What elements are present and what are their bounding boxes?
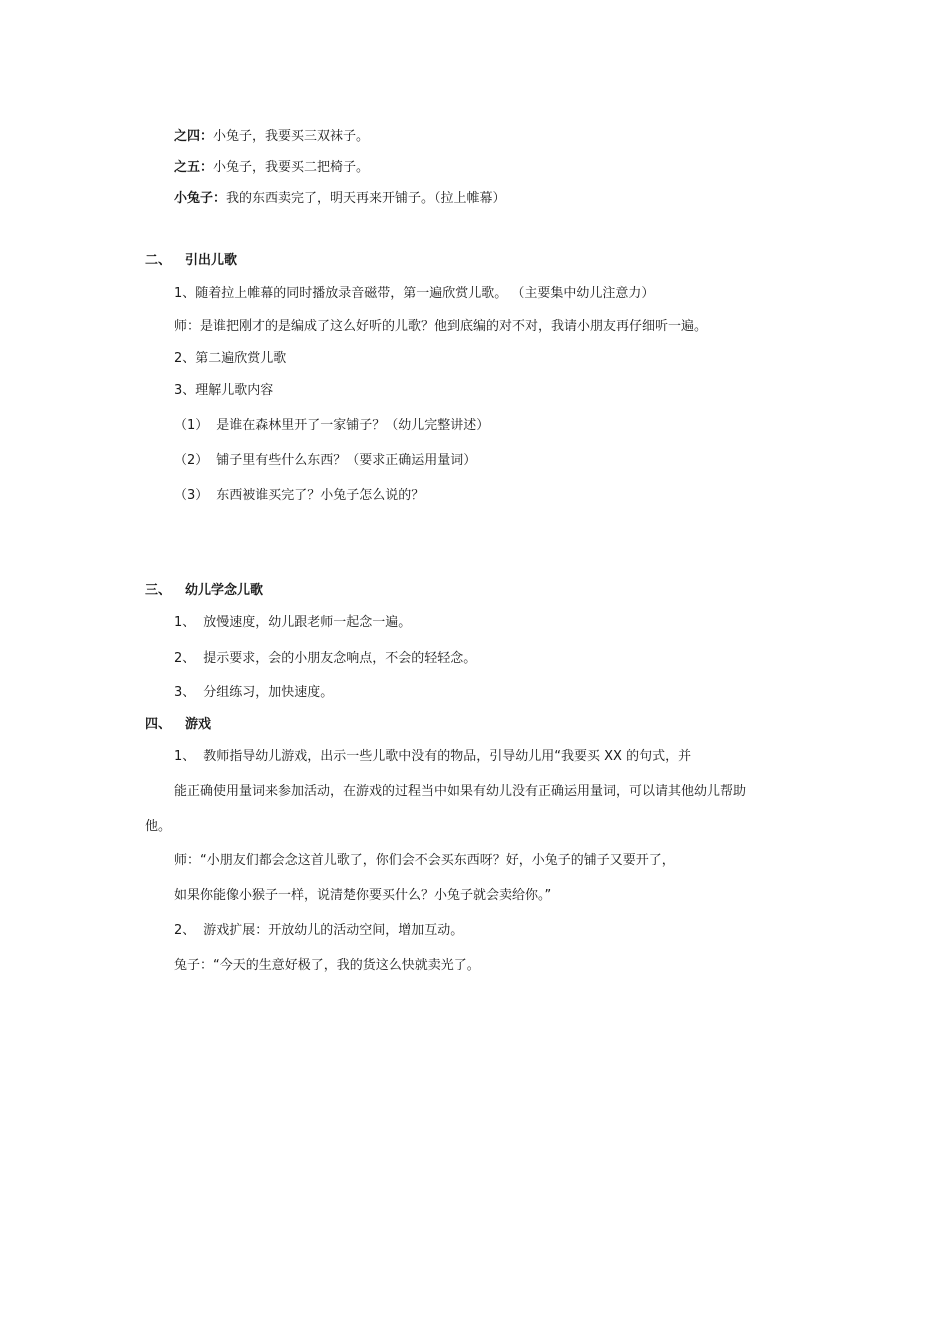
section-3-item-2 [174,650,476,668]
section-3-item-3 [174,684,333,702]
dialogue-text: 小兔子，我要买二把椅子。 [213,160,370,175]
sub-item-number: （1） [174,418,209,433]
item-number: 2、 [174,923,196,938]
section-4-heading [145,716,211,734]
section-number: 四、 [145,717,172,732]
section-2-item-2: 2、第二遍欣赏儿歌 [174,351,287,366]
item-number: 2、 [174,651,196,666]
sub-item-number: （3） [174,488,209,503]
dialogue-text: 小兔子，我要买三双袜子。 [213,129,370,144]
item-text: 教师指导幼儿游戏，出示一些儿歌中没有的物品，引导幼儿用“我要买 XX 的句式，并 [203,749,692,764]
section-4-item-1-line-3: 他。 [145,819,172,834]
item-number: 3、 [174,685,196,700]
section-2-heading [145,252,237,270]
sub-item-text: 东西被谁买完了？小兔子怎么说的？ [216,488,425,503]
item-text: 游戏扩展：开放幼儿的活动空间，增加互动。 [203,923,464,938]
dialogue-line-4 [174,128,369,146]
section-2-teacher-line: 师：是谁把刚才的是编成了这么好听的儿歌？他到底编的对不对，我请小朋友再仔细听一遍。 [174,319,708,334]
speaker-label: 之五： [174,160,214,175]
section-title: 游戏 [185,717,212,732]
section-4-rabbit-line: 兔子：“今天的生意好极了，我的货这么快就卖光了。 [174,958,480,973]
section-4-teacher-line-1: 师：“小朋友们都会念这首儿歌了，你们会不会买东西呀？好，小兔子的铺子又要开了， [174,853,675,868]
section-title: 幼儿学念儿歌 [185,583,264,598]
sub-item-number: （2） [174,453,209,468]
section-2-item-1: 1、随着拉上帷幕的同时播放录音磁带，第一遍欣赏儿歌。 （主要集中幼儿注意力） [174,286,655,301]
dialogue-line-rabbit [174,190,506,208]
speaker-label: 之四： [174,129,214,144]
section-3-item-1 [174,614,411,632]
sub-item-1 [174,417,489,435]
item-text: 分组练习，加快速度。 [203,685,334,700]
section-2-item-3: 3、理解儿歌内容 [174,383,274,398]
sub-item-text: 铺子里有些什么东西？（要求正确运用量词） [216,453,477,468]
section-4-item-2 [174,922,463,940]
section-number: 三、 [145,583,172,598]
sub-item-3 [174,487,424,505]
section-4-item-1-line-1 [174,748,691,766]
item-number: 1、 [174,749,196,764]
section-title: 引出儿歌 [185,253,238,268]
item-text: 提示要求，会的小朋友念响点，不会的轻轻念。 [203,651,477,666]
section-number: 二、 [145,253,172,268]
dialogue-text: 我的东西卖完了，明天再来开铺子。（拉上帷幕） [226,191,506,206]
speaker-label: 小兔子： [174,191,227,206]
section-4-item-1-line-2: 能正确使用量词来参加活动，在游戏的过程当中如果有幼儿没有正确运用量词，可以请其他幼儿帮助 [174,784,747,799]
section-3-heading [145,582,263,600]
item-number: 1、 [174,615,196,630]
dialogue-line-5 [174,159,369,177]
sub-item-text: 是谁在森林里开了一家铺子？（幼儿完整讲述） [216,418,490,433]
section-4-teacher-line-2: 如果你能像小猴子一样，说清楚你要买什么？小兔子就会卖给你。” [174,888,552,903]
sub-item-2 [174,452,476,470]
item-text: 放慢速度，幼儿跟老师一起念一遍。 [203,615,412,630]
